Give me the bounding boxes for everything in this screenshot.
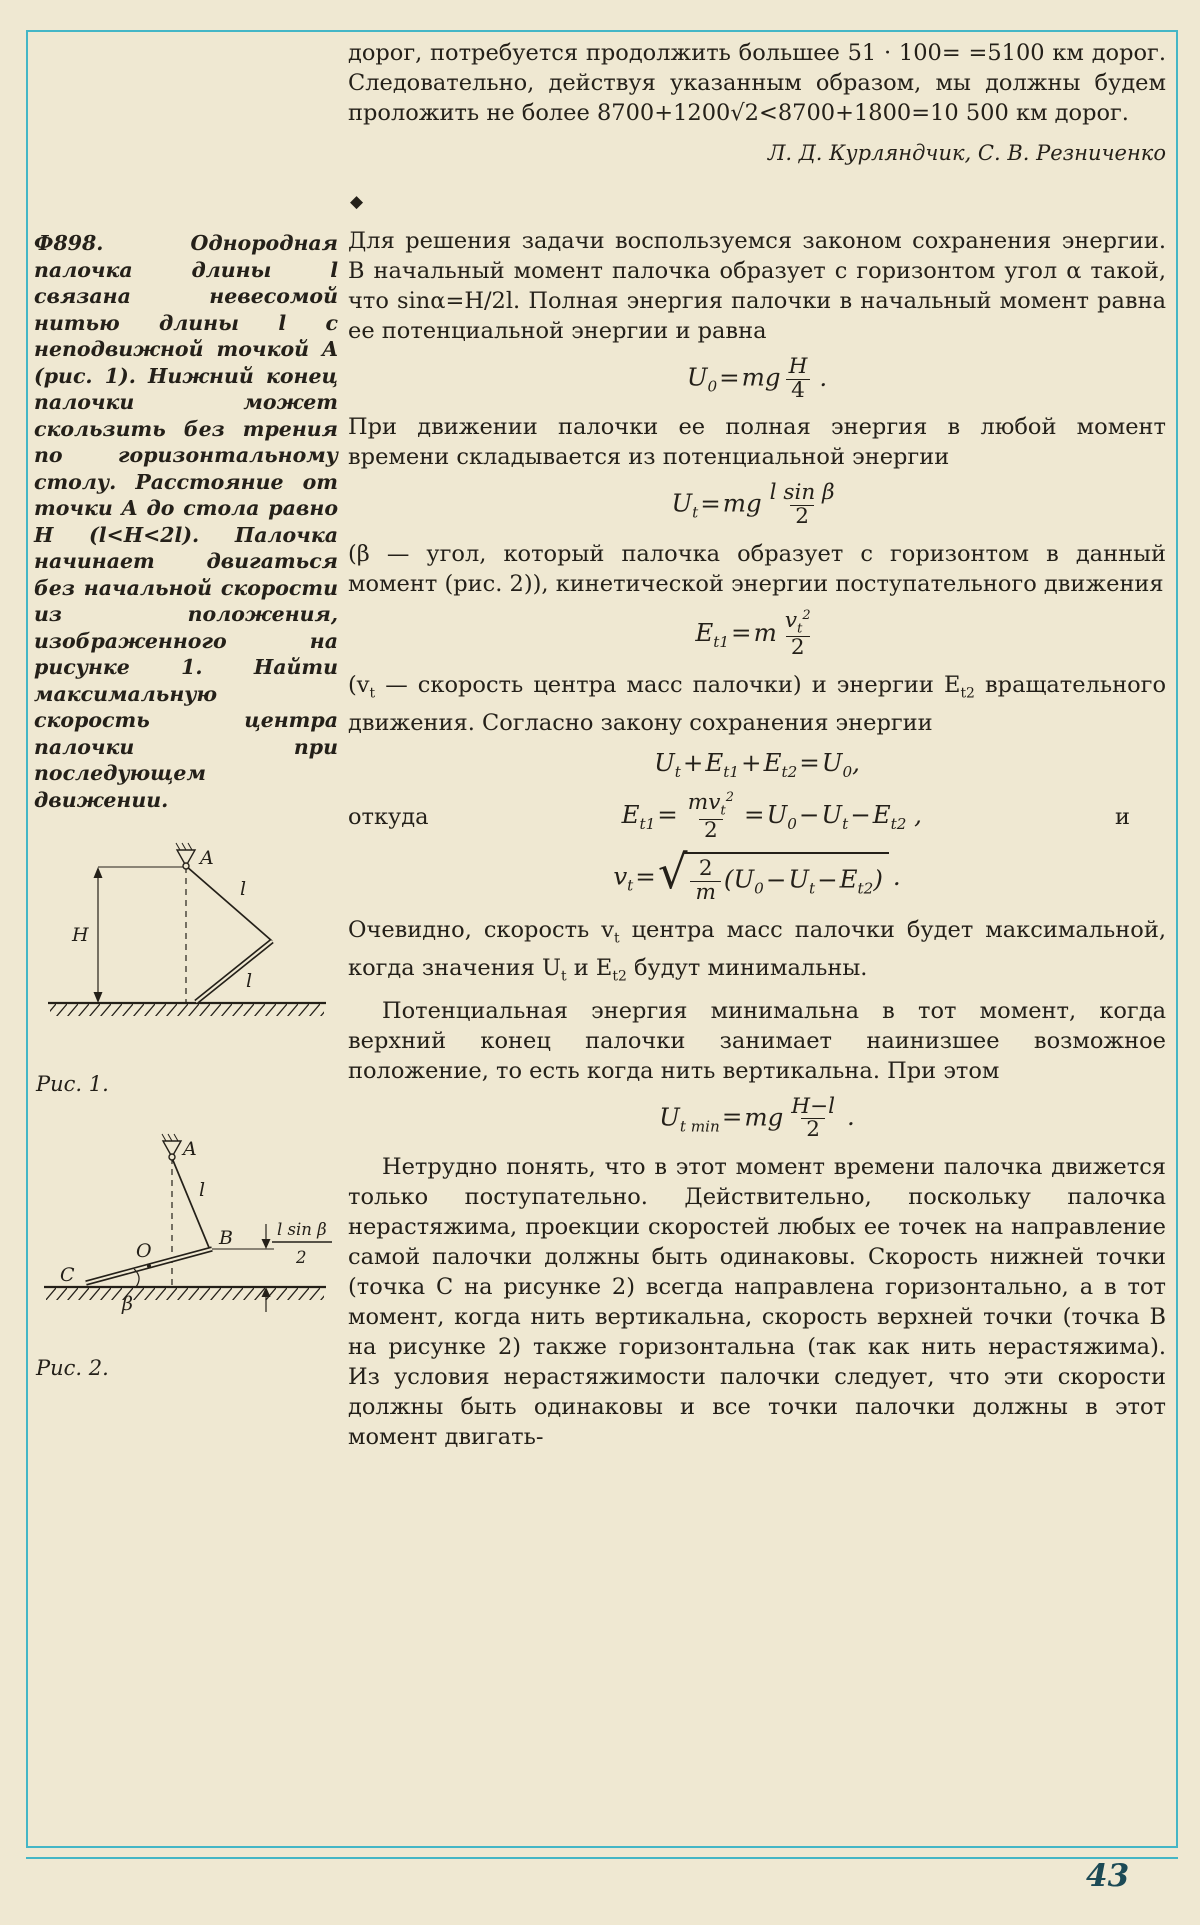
fraction bbox=[683, 791, 739, 842]
fig2-label-beta: β bbox=[122, 1293, 133, 1315]
text-run: и bbox=[566, 955, 596, 982]
math-sub: t1 bbox=[713, 632, 730, 651]
problem-id: Ф898. bbox=[34, 231, 104, 255]
solution-paragraph-6: Потенциальная энергия минимальна в тот момент, когда верхний конец палочки занимает наинизшее возможное положение, то есть когда нить вертикальна. При этом bbox=[348, 997, 1166, 1084]
fig2-dim-arrow-down bbox=[262, 1239, 271, 1249]
math-sub: t bbox=[842, 815, 849, 834]
math-sub: t2 bbox=[612, 968, 627, 985]
math-sub: t bbox=[720, 803, 726, 819]
problem-text: Однородная палочка длины l связана невесомой нитью длины l с неподвижной точкой A (рис. 1). Нижний конец палочки может скользить без трения по горизонтальному столу. Расстояние от точки A до стола равно H (l<H<2l). Палочка начинает двигаться без начальной скорости из положения, изображенного на рисунке 1. Найти максимальную скорость центра палочки при последующем движении. bbox=[34, 231, 338, 812]
math-token: v bbox=[784, 607, 797, 633]
math-token: = bbox=[657, 800, 678, 830]
math-token: U bbox=[659, 1102, 680, 1132]
fig2-string bbox=[172, 1158, 210, 1250]
fig1-string bbox=[186, 866, 272, 941]
fraction bbox=[690, 858, 720, 904]
formula-Et1 bbox=[348, 609, 1166, 660]
math-sub: t bbox=[692, 503, 699, 522]
denominator: m bbox=[690, 881, 720, 905]
text-run: центра масс палочки будет максимальной, когда значения bbox=[348, 916, 1166, 982]
math-token: ( bbox=[723, 864, 734, 894]
math-sub: t bbox=[809, 879, 816, 898]
math-token: E bbox=[621, 800, 640, 830]
fig2-pivot-point bbox=[169, 1154, 175, 1160]
fig2-label-B: B bbox=[219, 1227, 233, 1249]
math-token: E bbox=[944, 671, 961, 698]
math-token: E bbox=[839, 864, 858, 894]
math-token: E bbox=[763, 748, 782, 778]
radicand bbox=[684, 852, 888, 904]
math-token: − bbox=[817, 864, 838, 894]
figure-1-drawing bbox=[34, 835, 336, 1060]
math-token: , bbox=[852, 748, 860, 778]
math-token: . bbox=[847, 1102, 855, 1132]
math-token: = bbox=[721, 1102, 743, 1132]
math-sup: 2 bbox=[725, 790, 735, 806]
fig2-label-l: l bbox=[199, 1179, 206, 1201]
math-sub: t2 bbox=[857, 879, 874, 898]
math-token: , bbox=[906, 800, 922, 830]
solution-paragraph-3: (β — угол, который палочка образует с горизонтом в данный момент (рис. 2)), кинетической энергии поступательного движения bbox=[348, 540, 1166, 597]
math-token: E bbox=[705, 748, 724, 778]
fig2-dim-numerator: l sin β bbox=[277, 1220, 327, 1239]
fraction bbox=[784, 356, 813, 402]
text-run: вращательного движения. Согласно закону сохранения энергии bbox=[348, 671, 1166, 737]
bottom-double-rule bbox=[26, 1857, 1178, 1859]
denominator: 2 bbox=[786, 636, 810, 660]
formula-energy-conservation bbox=[348, 748, 1166, 781]
page-number: 43 bbox=[1086, 1858, 1130, 1894]
math-token: mg bbox=[722, 488, 762, 518]
math-token: − bbox=[765, 864, 787, 894]
text-run: будут минимальны. bbox=[626, 955, 868, 982]
math-token: = bbox=[719, 362, 740, 392]
denominator: 2 bbox=[790, 505, 814, 529]
formula-vt bbox=[348, 845, 1166, 905]
math-token: − bbox=[850, 800, 871, 830]
fig1-label-H: H bbox=[72, 924, 89, 946]
fig2-point-O bbox=[147, 1264, 151, 1268]
math-token: = bbox=[700, 488, 721, 518]
math-token: U bbox=[733, 864, 755, 894]
text-run: Очевидно, скорость bbox=[348, 916, 602, 943]
math-token: . bbox=[819, 362, 828, 392]
math-token: m bbox=[753, 617, 777, 647]
math-sup: 2 bbox=[802, 607, 811, 623]
math-token: mg bbox=[741, 362, 781, 392]
figure-2 bbox=[34, 1132, 338, 1380]
math-token: + bbox=[682, 748, 704, 778]
fig2-label-A: A bbox=[183, 1138, 197, 1160]
solution-paragraph-2: При движении палочки ее полная энергия в любой момент времени складывается из потенциальной энергии bbox=[348, 414, 1166, 471]
figure-2-drawing bbox=[34, 1132, 336, 1344]
math-sub: t bbox=[369, 685, 376, 702]
math-token: E bbox=[695, 617, 714, 647]
formula-Utmin bbox=[348, 1093, 1166, 1143]
fraction bbox=[780, 609, 816, 660]
math-token: v bbox=[708, 790, 721, 816]
math-token: = bbox=[799, 748, 820, 778]
text-run: — скорость центра масс палочки) и энергии bbox=[375, 671, 944, 698]
formula-U0 bbox=[348, 356, 1166, 402]
numerator bbox=[780, 609, 816, 637]
math-sub: t bbox=[797, 621, 803, 637]
math-sub: t min bbox=[679, 1117, 720, 1136]
solution-paragraph-5 bbox=[348, 915, 1166, 992]
math-token: ) bbox=[873, 864, 883, 894]
fraction bbox=[765, 482, 840, 528]
math-token: U bbox=[542, 955, 561, 982]
math-sub: 0 bbox=[754, 879, 764, 898]
math-token: mg bbox=[744, 1102, 784, 1132]
math-token: E bbox=[595, 955, 613, 982]
math-token: E bbox=[872, 800, 891, 830]
authors-line: Л. Д. Курляндчик, С. В. Резниченко bbox=[767, 141, 1166, 165]
math-token: = bbox=[635, 861, 656, 891]
main-column bbox=[348, 38, 1166, 1452]
math-token: − bbox=[798, 800, 820, 830]
problem-statement bbox=[34, 230, 338, 813]
formula-Et1-expanded bbox=[622, 791, 922, 842]
figure-1 bbox=[34, 835, 338, 1096]
math-sub: t bbox=[674, 763, 681, 782]
math-sub: t bbox=[561, 968, 567, 985]
fig1-pivot-point bbox=[183, 863, 189, 869]
solution-paragraph-1: Для решения задачи воспользуемся законом сохранения энергии. В начальный момент палочка образует с горизонтом угол α такой, что sinα=H/2l. Полная энергия палочки в начальный момент равна ее потенциальной энергии и равна bbox=[348, 228, 1166, 344]
numerator: 2 bbox=[698, 856, 713, 882]
page-frame bbox=[26, 30, 1178, 1848]
formula-row-otkuda bbox=[348, 791, 1166, 842]
diamond-separator-icon: ◆ bbox=[350, 192, 364, 212]
fig2-dim-denominator: 2 bbox=[296, 1248, 307, 1267]
math-token: + bbox=[741, 748, 762, 778]
formula-Ut bbox=[348, 482, 1166, 528]
denominator: 2 bbox=[699, 819, 723, 843]
math-token: U bbox=[788, 864, 809, 894]
fig2-label-O: O bbox=[136, 1240, 152, 1262]
fig1-arrow-up bbox=[94, 867, 103, 878]
math-sub: t2 bbox=[781, 763, 798, 782]
numerator: l sin β bbox=[769, 480, 835, 506]
math-sub: t bbox=[627, 876, 634, 895]
figure-1-caption: Рис. 1. bbox=[36, 1072, 109, 1096]
word-and: и bbox=[1114, 803, 1130, 830]
fraction bbox=[786, 1093, 840, 1143]
fig1-label-l-rod: l bbox=[246, 970, 253, 992]
math-token: U bbox=[654, 748, 675, 778]
fig1-label-A: A bbox=[200, 847, 214, 869]
solution-paragraph-4 bbox=[348, 670, 1166, 739]
fig2-floor-hatch bbox=[46, 1288, 324, 1300]
math-token: U bbox=[821, 800, 843, 830]
math-token: U bbox=[686, 362, 708, 392]
numerator: H−l bbox=[791, 1093, 836, 1119]
left-column bbox=[34, 230, 338, 1380]
math-sub: 0 bbox=[707, 377, 718, 396]
intro-paragraph: дорог, потребуется продолжить большее 51 · 100= =5100 км дорог. Следовательно, действуя указанным образом, мы должны будем проложить не более 8700+1200√2<8700+1800=10 500 км дорог. bbox=[348, 40, 1166, 126]
figure-2-caption: Рис. 2. bbox=[36, 1356, 109, 1380]
math-token: . bbox=[892, 861, 901, 891]
square-root bbox=[657, 845, 889, 905]
numerator: H bbox=[788, 354, 808, 379]
fig2-label-C: C bbox=[60, 1264, 75, 1286]
solution-paragraph-7: Нетрудно понять, что в этот момент времени палочка движется только поступательно. Действительно, поскольку палочка нерастяжима, проекции скоростей любых ее точек на направление самой палочки должны быть одинаковы. Скорость нижней точки (точка C на рисунке 2) всегда направлена горизонтально, а в тот момент, когда нить вертикальна, скорость верхней точки (точка B на рисунке 2) также горизонтальна (так как нить нерастяжима). Из условия нерастяжимости палочки следует, что эти скорости должны быть одинаковы и все точки палочки должны в этот момент двигать- bbox=[348, 1153, 1166, 1450]
radical-sign: √ bbox=[657, 845, 688, 900]
math-token: = bbox=[744, 800, 765, 830]
math-token: U bbox=[766, 800, 788, 830]
math-sub: t2 bbox=[960, 685, 975, 702]
fig1-label-l-string: l bbox=[240, 878, 247, 900]
word-otkuda: откуда bbox=[348, 803, 429, 830]
math-token: = bbox=[731, 617, 752, 647]
math-token: v bbox=[613, 861, 628, 891]
fig1-geometry bbox=[48, 843, 326, 1016]
math-sub: t bbox=[614, 930, 620, 947]
math-token: v bbox=[356, 671, 370, 698]
math-sub: t2 bbox=[890, 815, 907, 834]
math-sub: t1 bbox=[723, 763, 740, 782]
math-token: v bbox=[601, 916, 614, 943]
math-token: U bbox=[671, 488, 693, 518]
math-token: U bbox=[821, 748, 843, 778]
math-sub: t1 bbox=[639, 815, 656, 834]
denominator: 2 bbox=[801, 1118, 825, 1142]
numerator bbox=[683, 791, 739, 819]
fig1-floor-hatch bbox=[50, 1004, 324, 1016]
denominator: 4 bbox=[786, 379, 810, 403]
fig1-arrow-down bbox=[94, 992, 103, 1003]
math-sub: 0 bbox=[787, 815, 797, 834]
fig1-rod-core bbox=[196, 941, 272, 1002]
text-run: ( bbox=[348, 671, 357, 698]
math-sub: 0 bbox=[842, 763, 853, 782]
math-token: m bbox=[687, 790, 709, 816]
